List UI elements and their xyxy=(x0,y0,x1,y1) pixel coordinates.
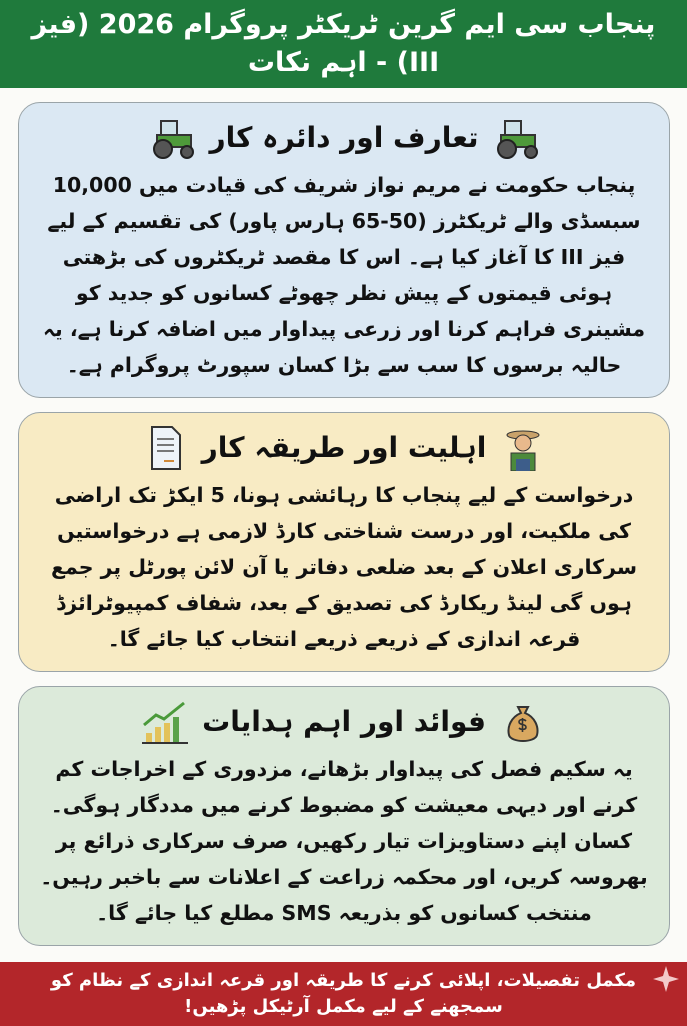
header-banner xyxy=(0,0,687,88)
section-benefits xyxy=(18,686,670,946)
tractor-icon xyxy=(491,115,541,161)
section-title: تعارف اور دائرہ کار xyxy=(209,121,479,154)
sections-container xyxy=(0,88,687,962)
money-bag-icon xyxy=(498,699,548,745)
section-eligibility xyxy=(18,412,670,672)
tractor-icon xyxy=(147,115,197,161)
document-icon xyxy=(140,425,190,471)
sparkle-icon xyxy=(653,966,679,992)
section-title: اہلیت اور طریقہ کار xyxy=(201,431,487,464)
section-intro xyxy=(18,102,670,398)
section-body: یہ سکیم فصل کی پیداوار بڑھانے، مزدوری کے اخراجات کم کرنے اور دیہی معیشت کو مضبوط کرنے میں مددگار ہوگی۔ کسان اپنے دستاویزات تیار رکھیں، صرف سرکاری ذرائع پر بھروسہ کریں، اور محکمہ زراعت کے اعلانات سے باخبر رہیں۔ منتخب کسانوں کو بذریعہ SMS مطلع کیا جائے گا۔ xyxy=(40,757,648,925)
farmer-icon xyxy=(498,425,548,471)
page-title: پنجاب سی ایم گرین ٹریکٹر پروگرام 2026 (فیز III) - اہم نکات xyxy=(31,9,656,78)
footer-banner xyxy=(0,962,687,1026)
section-body: پنجاب حکومت نے مریم نواز شریف کی قیادت میں 10,000 سبسڈی والے ٹریکٹرز (50-65 ہارس پاور) کی تقسیم کے لیے فیز III کا آغاز کیا ہے۔ اس کا مقصد ٹریکٹروں کی بڑھتی ہوئی قیمتوں کے پیش نظر چھوٹے کسانوں کو جدید کو مشینری فراہم کرنا اور زرعی پیداوار میں اضافہ کرنا ہے، یہ حالیہ برسوں کا سب سے بڑا کسان سپورٹ پروگرام ہے۔ xyxy=(42,173,646,377)
section-body: درخواست کے لیے پنجاب کا رہائشی ہونا، 5 ایکڑ تک اراضی کی ملکیت، اور درست شناختی کارڈ لازمی ہے درخواستیں سرکاری اعلان کے بعد ضلعی دفاتر یا آن لائن پورٹل پر جمع ہوں گی لینڈ ریکارڈ کی تصدیق کے بعد، شفاف کمپیوٹرائزڈ قرعہ اندازی کے ذریعے ذریعے انتخاب کیا جائے گا۔ xyxy=(51,483,637,651)
footer-text: مکمل تفصیلات، اپلائی کرنے کا طریقہ اور قرعہ اندازی کے نظام کو سمجھنے کے لیے مکمل آرٹیکل پڑھیں! xyxy=(50,970,637,1017)
section-title: فوائد اور اہم ہدایات xyxy=(202,705,486,738)
growth-chart-icon xyxy=(140,699,190,745)
